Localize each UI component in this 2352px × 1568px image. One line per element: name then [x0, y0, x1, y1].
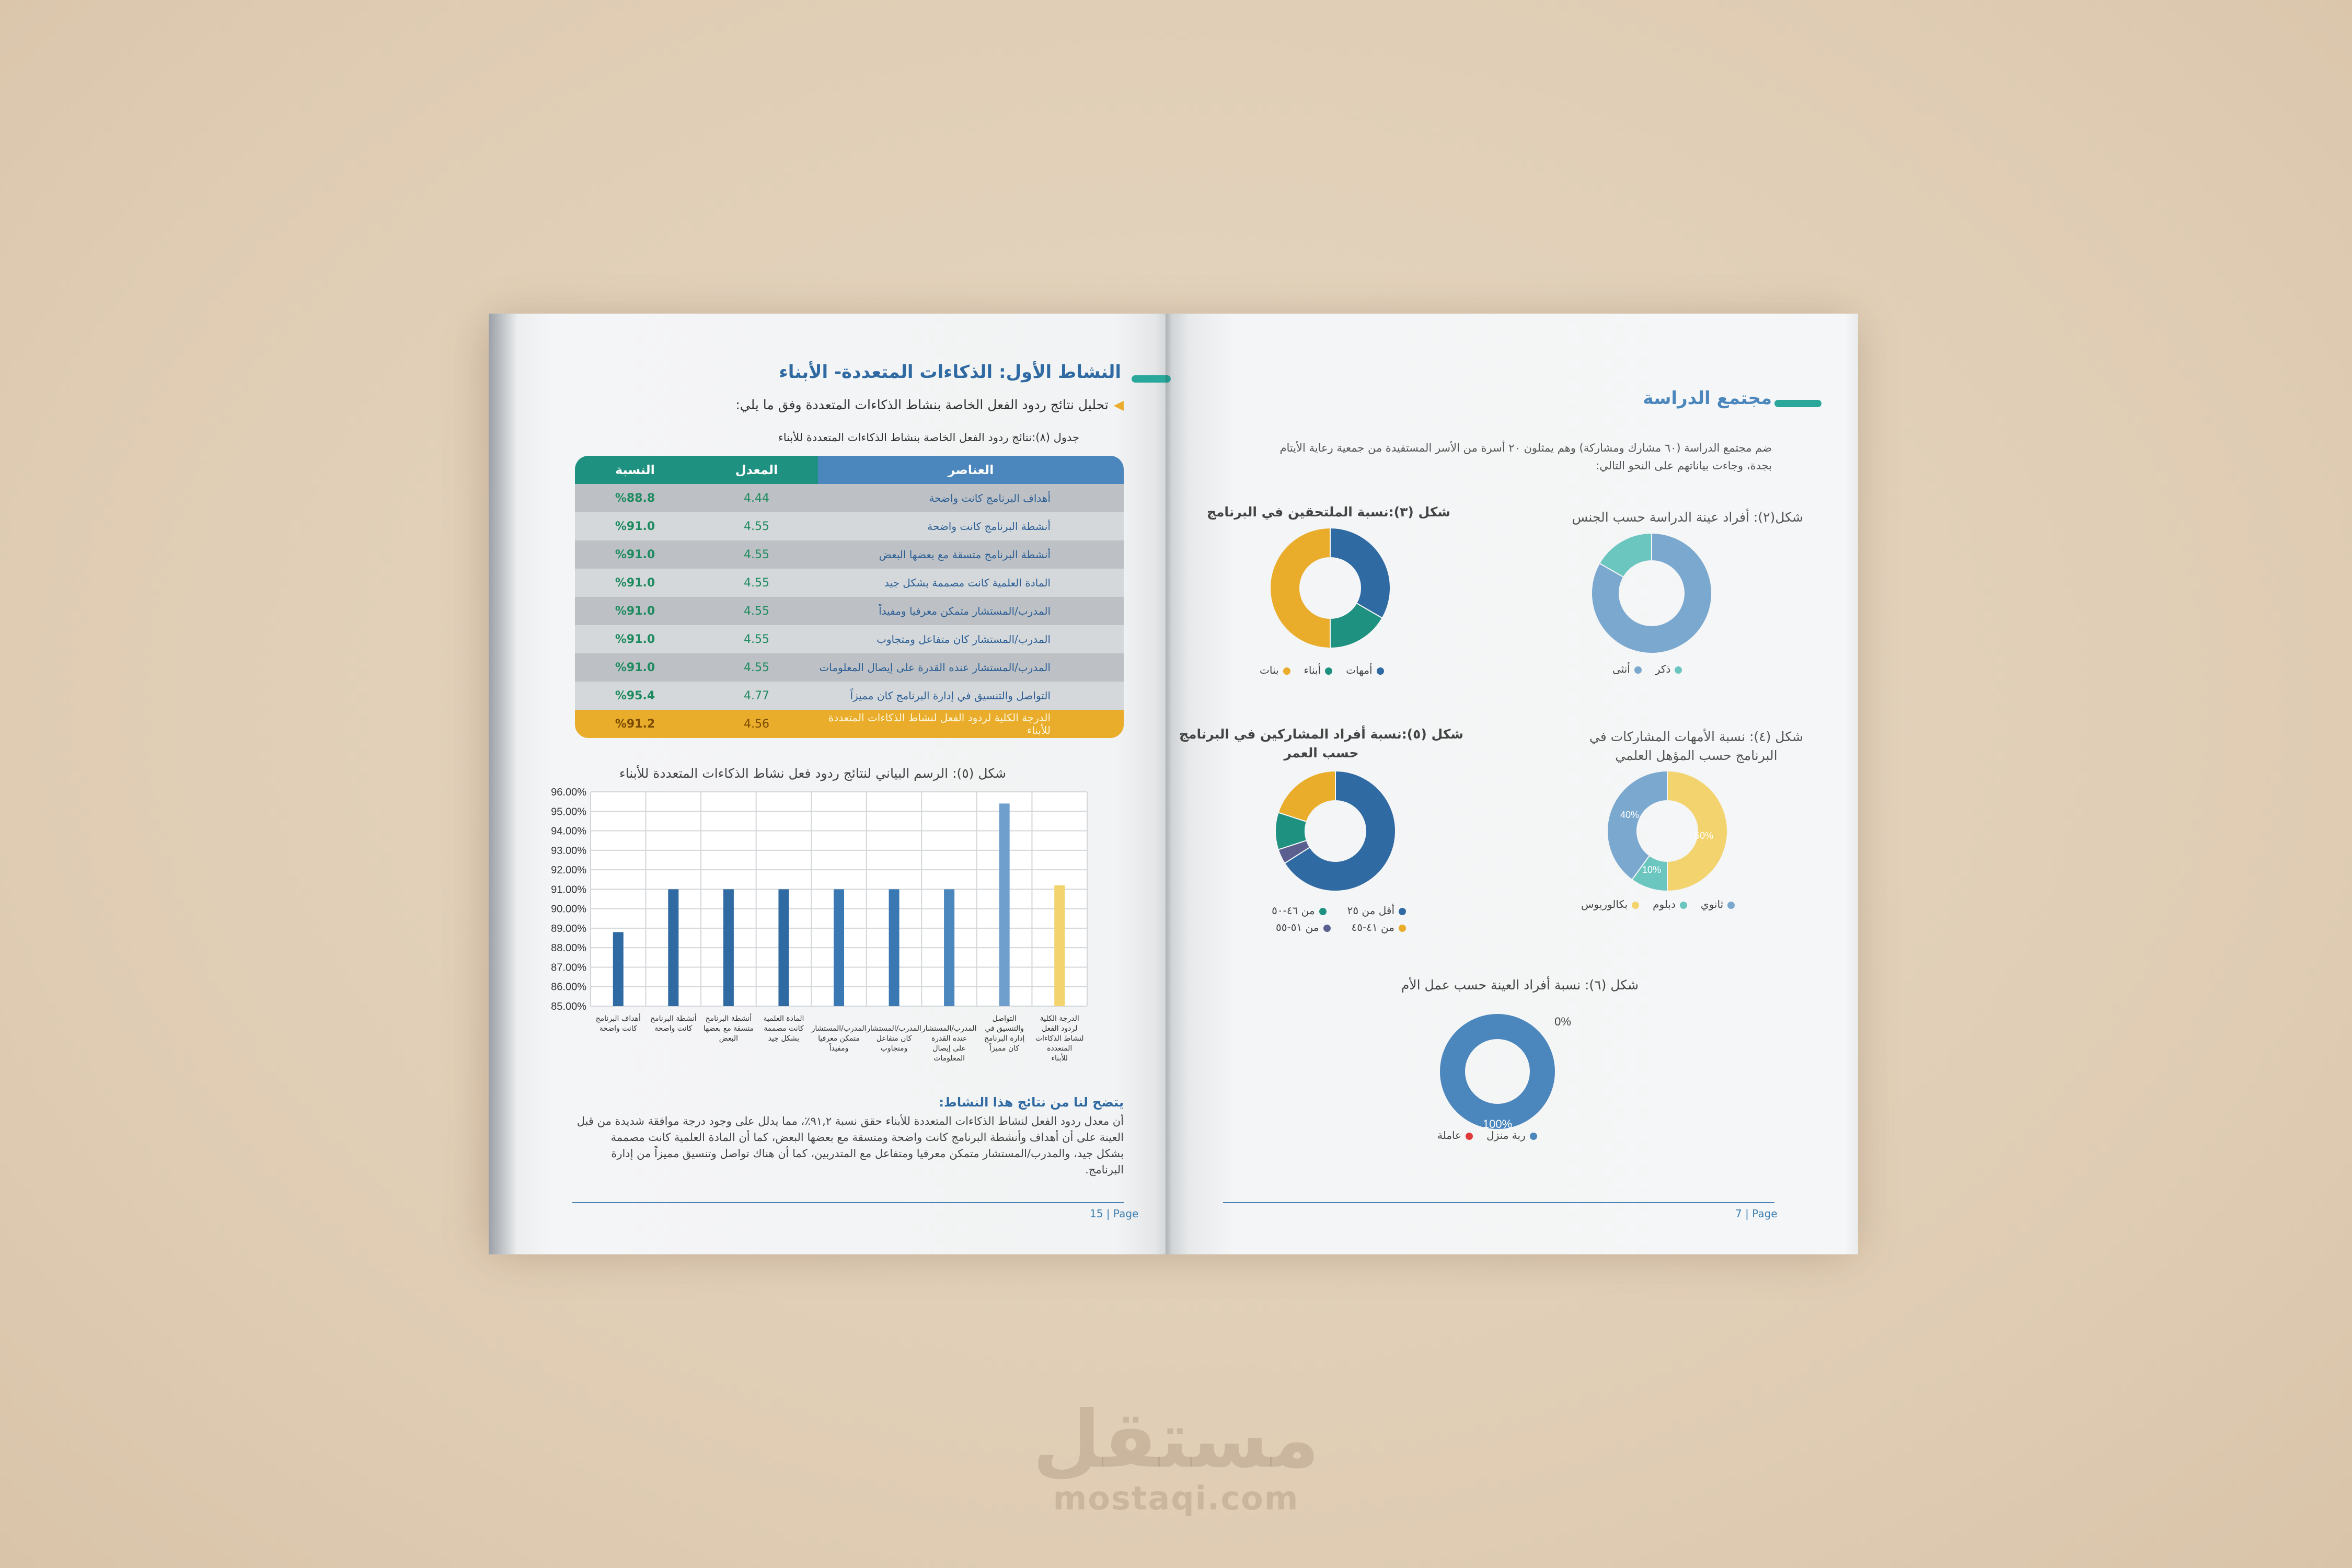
x-tick-label: ومتجاوب — [880, 1044, 908, 1053]
y-tick-label: 91.00% — [551, 884, 586, 896]
avg-cell: 4.55 — [744, 632, 769, 646]
bar — [1054, 885, 1065, 1006]
y-tick-label: 87.00% — [551, 962, 586, 974]
fig2-legend — [1612, 663, 1682, 675]
donut-data-label: 100% — [1482, 1117, 1513, 1131]
table-row — [575, 569, 1124, 597]
legend-item-male: ذكر — [1655, 663, 1682, 675]
item-cell: المدرب/المستشار عنده القدرة على إيصال المعلومات — [819, 661, 1051, 674]
fig5-title — [1179, 725, 1463, 763]
x-tick-label: أهداف البرنامج — [595, 1014, 641, 1023]
legend-dot-icon — [1399, 925, 1406, 932]
item-cell: المادة العلمية كانت مصممة بشكل جيد — [884, 577, 1051, 589]
y-tick-label: 90.00% — [551, 903, 586, 915]
x-tick-label: البعض — [719, 1034, 739, 1043]
bar — [834, 889, 844, 1006]
results-heading: يتضح لنا من نتائج هذا النشاط: — [939, 1095, 1124, 1110]
x-tick-label: والتنسيق في — [985, 1024, 1024, 1033]
x-tick-label: ومفيداً — [829, 1044, 849, 1053]
avg-cell: 4.77 — [744, 689, 769, 702]
watermark-logo-arabic: مستقل — [1032, 1394, 1320, 1485]
table-row — [575, 512, 1124, 540]
avg-cell: 4.55 — [744, 576, 769, 590]
pct-cell: %91.0 — [615, 520, 655, 533]
legend-dot-icon — [1675, 666, 1682, 674]
age-donut-chart — [1267, 763, 1403, 899]
x-tick-label: كان مميزاً — [989, 1044, 1020, 1053]
x-tick-label: متمكن معرفيا — [818, 1034, 860, 1043]
watermark — [1024, 1394, 1328, 1517]
legend-item-secondary: ثانوي — [1701, 898, 1735, 910]
legend-item-working: عاملة — [1437, 1129, 1473, 1142]
item-cell: أنشطة البرنامج كانت واضحة — [927, 520, 1051, 533]
pct-cell: %91.0 — [615, 548, 655, 561]
fig6-title: شكل (٦): نسبة أفراد العينة حسب عمل الأم — [1401, 977, 1639, 993]
y-tick-label: 95.00% — [551, 806, 586, 818]
y-tick-label: 92.00% — [551, 864, 586, 877]
legend-dot-icon — [1530, 1133, 1537, 1140]
x-tick-label: المدرب/المستشار — [921, 1024, 977, 1033]
fig6-legend — [1437, 1129, 1537, 1142]
x-tick-label: المادة العلمية — [763, 1014, 804, 1023]
x-tick-label: أنشطة البرنامج — [650, 1014, 697, 1023]
legend-item-female: أنثى — [1612, 663, 1642, 675]
col-header-item: العناصر — [818, 456, 1124, 484]
avg-cell: 4.55 — [744, 520, 769, 533]
enrollment-donut-chart — [1262, 520, 1398, 656]
item-cell: أهداف البرنامج كانت واضحة — [929, 492, 1051, 504]
chart-title: شكل (٥): الرسم البياني لنتائج ردود فعل نشاط الذكاءات المتعددة للأبناء — [619, 766, 1007, 781]
heading-accent-bar — [1774, 400, 1821, 407]
donut-slice — [1278, 771, 1335, 822]
legend-item-age-41-45: من ٤١-٤٥ — [1352, 921, 1406, 933]
x-tick-label: أنشطة البرنامج — [705, 1014, 752, 1023]
pct-cell: %91.2 — [615, 717, 655, 731]
footer-line — [1223, 1202, 1774, 1203]
footer-line — [572, 1202, 1124, 1203]
legend-dot-icon — [1283, 667, 1290, 675]
pct-cell: %91.0 — [615, 604, 655, 618]
table-row — [575, 653, 1124, 682]
x-tick-label: كان متفاعل — [876, 1034, 912, 1043]
x-tick-label: لنشاط الذكاءات — [1035, 1034, 1084, 1043]
bar — [889, 889, 900, 1006]
table-header-row — [575, 456, 1124, 484]
x-tick-label: إدارة البرنامج — [984, 1034, 1025, 1043]
page-title: مجتمع الدراسة — [1643, 388, 1772, 409]
pct-cell: %88.8 — [615, 491, 655, 505]
legend-dot-icon — [1634, 666, 1642, 674]
legend-dot-icon — [1399, 908, 1406, 915]
fig4-title-line: البرنامج حسب المؤهل العلمي — [1615, 748, 1778, 763]
y-tick-label: 94.00% — [551, 825, 586, 837]
legend-dot-icon — [1323, 925, 1331, 932]
fig4-title-line: شكل (٤): نسبة الأمهات المشاركات في — [1589, 729, 1803, 744]
x-tick-label: كانت واضحة — [599, 1024, 637, 1033]
results-text — [577, 1113, 1124, 1178]
page-number: 15 | Page — [1090, 1207, 1139, 1220]
y-tick-label: 88.00% — [551, 942, 586, 954]
x-tick-label: المدرب/المستشار — [867, 1024, 921, 1033]
x-tick-label: الدرجة الكلية — [1040, 1014, 1079, 1023]
watermark-domain: mostaqi.com — [1053, 1479, 1299, 1517]
y-tick-label: 85.00% — [551, 1001, 586, 1012]
legend-dot-icon — [1319, 908, 1327, 915]
legend-dot-icon — [1325, 667, 1332, 675]
results-line: بشكل جيد، والمدرب/المستشار متمكن معرفيا ومتفاعل مع المتدربين، كما أن هناك تواصل وتنسيق مميزاً من إدارة — [611, 1147, 1124, 1160]
bar — [613, 932, 624, 1006]
item-cell: المدرب/المستشار كان متفاعل ومتجاوب — [877, 633, 1051, 645]
page-title: النشاط الأول: الذكاءات المتعددة- الأبناء — [779, 362, 1121, 383]
table-row — [575, 540, 1124, 569]
avg-cell: 4.44 — [744, 491, 769, 505]
results-line: البرنامج. — [1085, 1163, 1124, 1176]
table-body — [575, 484, 1124, 738]
y-tick-label: 89.00% — [551, 923, 586, 935]
bar-chart — [544, 781, 1092, 1090]
table-total-row — [575, 710, 1124, 738]
pct-cell: %91.0 — [615, 576, 655, 590]
bar — [999, 803, 1010, 1006]
page-number: 7 | Page — [1735, 1207, 1778, 1220]
table-row — [575, 597, 1124, 625]
x-tick-label: المدرب/المستشار — [811, 1024, 867, 1033]
right-page — [1171, 314, 1858, 1254]
gender-donut-chart — [1584, 525, 1720, 661]
donut-data-label: 50% — [1694, 831, 1714, 841]
fig5-title-line: حسب العمر — [1284, 745, 1359, 760]
legend-item-daughters: بنات — [1260, 664, 1290, 676]
item-cell: أنشطة البرنامج متسقة مع بعضها البعض — [879, 548, 1051, 561]
legend-dot-icon — [1377, 667, 1384, 675]
legend-dot-icon — [1632, 902, 1639, 909]
fig5-legend — [1254, 904, 1406, 933]
donut-data-label: 0% — [1554, 1015, 1571, 1028]
bar — [778, 889, 789, 1006]
x-tick-label: المعلومات — [933, 1054, 965, 1063]
pct-cell: %91.0 — [615, 661, 655, 674]
work-donut-chart — [1429, 998, 1597, 1139]
fig4-title — [1589, 728, 1803, 765]
legend-dot-icon — [1680, 902, 1687, 909]
results-line: العينة على أن أهداف وأنشطة البرنامج كانت واضحة ومتسقة مع بعضها البعض، كما أن المادة العلمية كانت مصممة — [610, 1131, 1124, 1144]
avg-cell: 4.55 — [744, 661, 769, 674]
x-tick-label: للأبناء — [1051, 1054, 1068, 1063]
item-cell: المدرب/المستشار متمكن معرفيا ومفيداً — [879, 605, 1051, 617]
x-tick-label: كانت واضحة — [654, 1024, 693, 1033]
avg-cell: 4.56 — [744, 717, 769, 731]
fig3-title: شكل (٣):نسبة الملتحقين في البرنامج — [1206, 504, 1450, 520]
bar — [723, 889, 734, 1006]
x-tick-label: كانت مصممة — [764, 1024, 804, 1033]
pct-cell: %91.0 — [615, 632, 655, 646]
y-tick-label: 86.00% — [551, 981, 586, 993]
fig4-legend — [1581, 898, 1735, 910]
legend-dot-icon — [1466, 1133, 1473, 1140]
intro-text — [1280, 439, 1772, 475]
x-tick-label: لردود الفعل — [1042, 1024, 1078, 1033]
intro-line: بجدة، وجاءت بياناتهم على النحو التالي: — [1596, 459, 1772, 472]
legend-item-sons: أبناء — [1304, 664, 1333, 676]
table-row — [575, 625, 1124, 653]
triangle-bullet-icon: ◀ — [1113, 397, 1124, 412]
y-tick-label: 96.00% — [551, 787, 586, 798]
legend-item-age-under25: أقل من ٢٥ — [1347, 904, 1406, 917]
intro-line: ضم مجتمع الدراسة (٦٠ مشارك ومشاركة) وهم يمثلون ٢٠ أسرة من الأسر المستفيدة من جمعية رعاية الأيتام — [1279, 442, 1772, 454]
donut-slice — [1330, 528, 1390, 618]
intro-text: ◀تحليل نتائج ردود الفعل الخاصة بنشاط الذكاءات المتعددة وفق ما يلي: — [735, 397, 1124, 412]
avg-cell: 4.55 — [744, 604, 769, 618]
legend-item-mothers: أمهات — [1346, 664, 1383, 676]
x-tick-label: المتعددة — [1047, 1044, 1073, 1053]
legend-item-age-46-50: من ٤٦-٥٠ — [1272, 904, 1326, 917]
legend-item-age-51-55: من ٥١-٥٥ — [1276, 921, 1330, 933]
fig3-legend — [1260, 664, 1384, 676]
table-row — [575, 484, 1124, 512]
x-tick-label: متسقة مع بعضها — [703, 1024, 754, 1033]
col-header-pct: النسبة — [575, 456, 695, 484]
item-cell: التواصل والتنسيق في إدارة البرنامج كان مميزاً — [850, 689, 1051, 702]
x-tick-label: بشكل جيد — [768, 1034, 800, 1043]
donut-data-label: 40% — [1620, 810, 1640, 820]
table-row — [575, 682, 1124, 710]
heading-accent-bar — [1132, 375, 1171, 383]
legend-item-bachelor: بكالوريوس — [1581, 898, 1639, 910]
results-line: أن معدل ردود الفعل لنشاط الذكاءات المتعددة للأبناء حقق نسبة ٩١,٢٪، مما يدلل على وجود درجة موافقة شديدة من قبل — [577, 1115, 1124, 1127]
bar — [668, 889, 678, 1006]
fig2-title: شكل(٢): أفراد عينة الدراسة حسب الجنس — [1572, 510, 1803, 525]
bar — [944, 889, 954, 1006]
legend-item-diploma: دبلوم — [1653, 898, 1687, 910]
donut-data-label: 10% — [1642, 864, 1662, 875]
pct-cell: %95.4 — [615, 689, 655, 702]
legend-dot-icon — [1727, 902, 1735, 909]
donut-slice — [1270, 528, 1330, 648]
item-cell: الدرجة الكلية لردود الفعل لنشاط الذكاءات المتعددة للأبناء — [828, 711, 1051, 736]
legend-item-housewife: ربة منزل — [1486, 1129, 1537, 1142]
results-table — [575, 456, 1124, 738]
table-caption: جدول (٨):نتائج ردود الفعل الخاصة بنشاط الذكاءات المتعددة للأبناء — [778, 431, 1079, 444]
x-tick-label: التواصل — [992, 1014, 1017, 1023]
left-page — [489, 314, 1171, 1254]
education-donut-chart — [1599, 763, 1735, 899]
x-tick-label: عنده القدرة — [931, 1034, 967, 1043]
x-tick-label: على إيصال — [932, 1044, 966, 1053]
col-header-avg: المعدل — [695, 456, 818, 484]
y-tick-label: 93.00% — [551, 845, 586, 857]
donut-slice — [1452, 1027, 1542, 1116]
fig5-title-line: شكل (٥):نسبة أفراد المشاركين في البرنامج — [1179, 727, 1463, 742]
avg-cell: 4.55 — [744, 548, 769, 561]
